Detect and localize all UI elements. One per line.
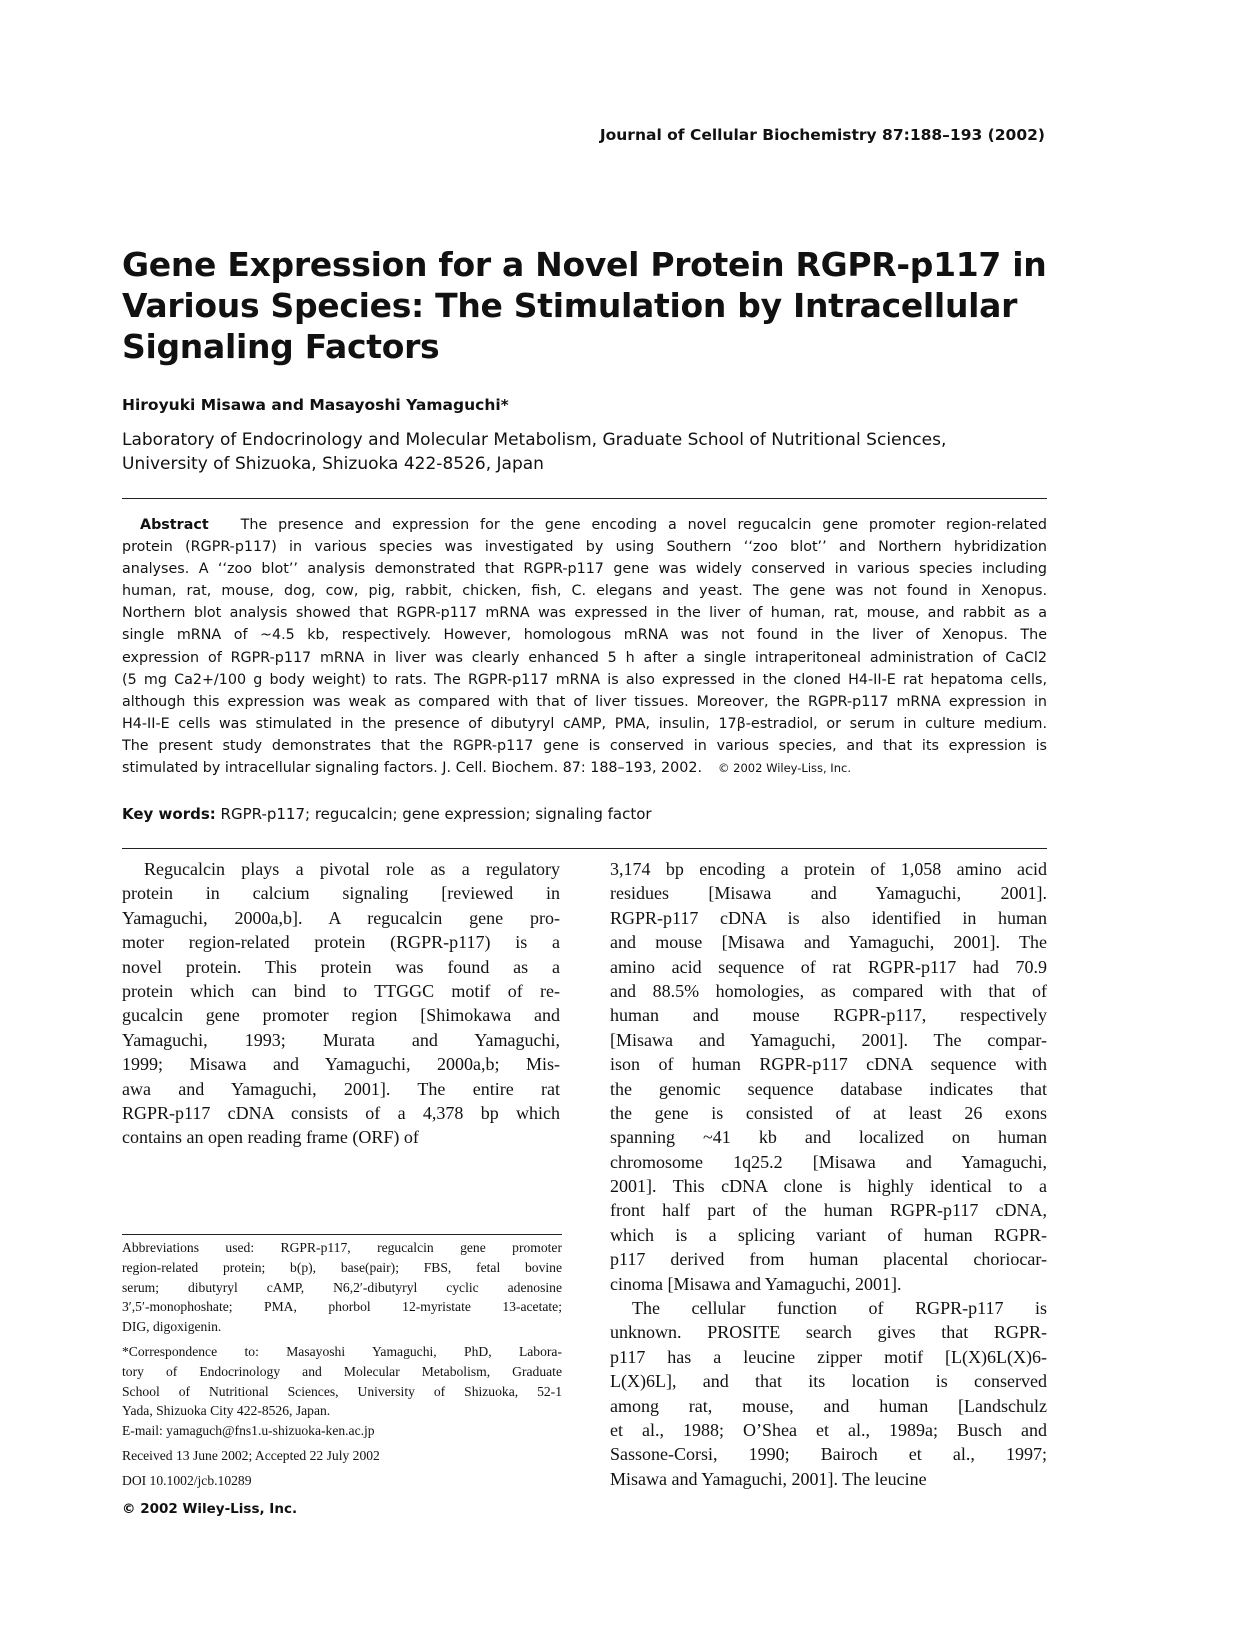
abstract-line: protein (RGPR-p117) in various species was investigated by using Southern ‘‘zoo blot’’ and Northern hybridization: [122, 539, 1047, 556]
abstract-line: single mRNA of ~4.5 kb, respectively. However, homologous mRNA was not found in the liver of Xenopus. The: [122, 627, 1047, 644]
footnote-line: serum; dibutyryl cAMP, N6,2′-dibutyryl cyclic adenosine: [122, 1279, 562, 1295]
body-line: human and mouse RGPR-p117, respectively: [610, 1005, 1047, 1026]
affiliation-line: Laboratory of Endocrinology and Molecular Metabolism, Graduate School of Nutritional Sciences,: [122, 430, 947, 450]
body-line: protein in calcium signaling [reviewed in: [122, 883, 560, 904]
body-line: and mouse [Misawa and Yamaguchi, 2001]. The: [610, 932, 1047, 953]
body-line: residues [Misawa and Yamaguchi, 2001].: [610, 883, 1047, 904]
body-line: gucalcin gene promoter region [Shimokawa and: [122, 1005, 560, 1026]
received-dates: Received 13 June 2002; Accepted 22 July 2002: [122, 1447, 380, 1463]
abstract-text: stimulated by intracellular signaling factors. J. Cell. Biochem. 87: 188–193, 2002.: [122, 760, 702, 777]
footnote-line: region-related protein; b(p), base(pair); FBS, fetal bovine: [122, 1259, 562, 1275]
abstract-line: analyses. A ‘‘zoo blot’’ analysis demonstrated that RGPR-p117 gene was widely conserved in various species including: [122, 561, 1047, 578]
keywords: [122, 805, 652, 823]
abstract-line: (5 mg Ca2+/100 g body weight) to rats. The RGPR-p117 mRNA is also expressed in the cloned H4-II-E rat hepatoma cells,: [122, 671, 1047, 688]
body-line: et al., 1988; O’Shea et al., 1989a; Busch and: [610, 1419, 1047, 1440]
abstract-line: expression of RGPR-p117 mRNA in liver was clearly enhanced 5 h after a single intraperitoneal administration of CaCl2: [122, 649, 1047, 666]
abstract-line: H4-II-E cells was stimulated in the presence of dibutyryl cAMP, PMA, insulin, 17β-estradiol, or serum in culture medium.: [122, 715, 1047, 732]
abstract: [122, 514, 1047, 779]
title-line: Gene Expression for a Novel Protein RGPR-p117 in: [122, 245, 1047, 284]
body-line: Yamaguchi, 2000a,b]. A regucalcin gene pro-: [122, 907, 560, 928]
abstract-copyright: © 2002 Wiley-Liss, Inc.: [718, 761, 851, 776]
footnote-line: E-mail: yamaguch@fns1.u-shizuoka-ken.ac.jp: [122, 1423, 375, 1439]
affiliation: [122, 428, 1052, 476]
body-line: cinoma [Misawa and Yamaguchi, 2001].: [610, 1273, 902, 1294]
paper-title: [122, 244, 1052, 367]
body-column-left: [122, 857, 560, 1150]
body-line: Regucalcin plays a pivotal role as a regulatory: [144, 859, 560, 879]
body-line: front half part of the human RGPR-p117 cDNA,: [610, 1200, 1047, 1221]
keywords-text: RGPR-p117; regucalcin; gene expression; signaling factor: [220, 805, 652, 823]
body-line: moter region-related protein (RGPR-p117) is a: [122, 932, 560, 953]
body-line: ison of human RGPR-p117 cDNA sequence with: [610, 1054, 1047, 1075]
journal-citation-header: Journal of Cellular Biochemistry 87:188–193 (2002): [599, 126, 1045, 144]
body-line: p117 derived from human placental choriocar-: [610, 1249, 1047, 1270]
footnote-line: tory of Endocrinology and Molecular Metabolism, Graduate: [122, 1363, 562, 1379]
footnote-line: *Correspondence to: Masayoshi Yamaguchi, PhD, Labora-: [122, 1343, 562, 1359]
abstract-line: Northern blot analysis showed that RGPR-p117 mRNA was expressed in the liver of human, rat, mouse, and rabbit as a: [122, 605, 1047, 622]
body-line: Yamaguchi, 1993; Murata and Yamaguchi,: [122, 1029, 560, 1050]
correspondence-footnote: [122, 1342, 562, 1441]
body-line: among rat, mouse, and human [Landschulz: [610, 1395, 1047, 1416]
body-line: novel protein. This protein was found as a: [122, 956, 560, 977]
divider: [122, 848, 1047, 849]
body-column-right: [610, 857, 1047, 1491]
body-line: protein which can bind to TTGGC motif of re-: [122, 980, 560, 1001]
abstract-line: The present study demonstrates that the RGPR-p117 gene is conserved in various species, and that its expression is: [122, 737, 1047, 754]
footnote-line: Yada, Shizuoka City 422-8526, Japan.: [122, 1403, 331, 1419]
keywords-label: Key words:: [122, 805, 216, 823]
abstract-label: Abstract: [140, 517, 209, 533]
footnote-line: DIG, digoxigenin.: [122, 1319, 222, 1335]
body-line: The cellular function of RGPR-p117 is: [632, 1298, 1047, 1319]
body-line: unknown. PROSITE search gives that RGPR-: [610, 1322, 1047, 1343]
divider: [122, 498, 1047, 499]
footnote-divider: [122, 1234, 562, 1235]
footnote-line: Abbreviations used: RGPR-p117, regucalcin gene promoter: [122, 1240, 562, 1255]
abstract-line: although this expression was weak as compared with that of liver tissues. Moreover, the RGPR-p117 mRNA expression in: [122, 693, 1047, 710]
body-line: which is a splicing variant of human RGPR-: [610, 1224, 1047, 1245]
body-line: RGPR-p117 cDNA consists of a 4,378 bp which: [122, 1102, 560, 1123]
abstract-text: The presence and expression for the gene encoding a novel regucalcin gene promoter region-related: [240, 517, 1047, 533]
affiliation-line: University of Shizuoka, Shizuoka 422-8526, Japan: [122, 454, 544, 474]
body-line: Sassone-Corsi, 1990; Bairoch et al., 1997;: [610, 1444, 1047, 1465]
abstract-line: [122, 757, 1047, 779]
body-line: the genomic sequence database indicates that: [610, 1078, 1047, 1099]
body-line: the gene is consisted of at least 26 exons: [610, 1102, 1047, 1123]
body-line: contains an open reading frame (ORF) of: [122, 1127, 419, 1148]
body-line: spanning ~41 kb and localized on human: [610, 1127, 1047, 1148]
body-line: 1999; Misawa and Yamaguchi, 2000a,b; Mis-: [122, 1054, 560, 1075]
body-line: Misawa and Yamaguchi, 2001]. The leucine: [610, 1468, 927, 1489]
title-line: Various Species: The Stimulation by Intracellular: [122, 286, 1018, 325]
footnotes: [122, 1238, 562, 1519]
footnote-line: 3′,5′-monophoshate; PMA, phorbol 12-myristate 13-acetate;: [122, 1299, 562, 1315]
body-line: L(X)6L], and that its location is conserved: [610, 1371, 1047, 1392]
abstract-line: [122, 514, 1047, 536]
body-line: RGPR-p117 cDNA is also identified in human: [610, 907, 1047, 928]
body-line: [Misawa and Yamaguchi, 2001]. The compar-: [610, 1029, 1047, 1050]
body-line: chromosome 1q25.2 [Misawa and Yamaguchi,: [610, 1151, 1047, 1172]
abstract-line: human, rat, mouse, dog, cow, pig, rabbit, chicken, fish, C. elegans and yeast. The gene was not found in Xenopus.: [122, 583, 1047, 600]
body-line: 2001]. This cDNA clone is highly identical to a: [610, 1176, 1047, 1197]
body-line: awa and Yamaguchi, 2001]. The entire rat: [122, 1078, 560, 1099]
footnote-line: School of Nutritional Sciences, University of Shizuoka, 52-1: [122, 1383, 562, 1399]
body-line: amino acid sequence of rat RGPR-p117 had 70.9: [610, 956, 1047, 977]
title-line: Signaling Factors: [122, 327, 440, 366]
abbreviations-footnote: [122, 1238, 562, 1337]
doi: DOI 10.1002/jcb.10289: [122, 1472, 252, 1488]
body-line: p117 has a leucine zipper motif [L(X)6L(X)6-: [610, 1346, 1047, 1367]
body-line: and 88.5% homologies, as compared with that of: [610, 980, 1047, 1001]
body-line: 3,174 bp encoding a protein of 1,058 amino acid: [610, 859, 1047, 879]
author-list: Hiroyuki Misawa and Masayoshi Yamaguchi*: [122, 396, 509, 414]
copyright-notice: © 2002 Wiley-Liss, Inc.: [122, 1500, 298, 1517]
